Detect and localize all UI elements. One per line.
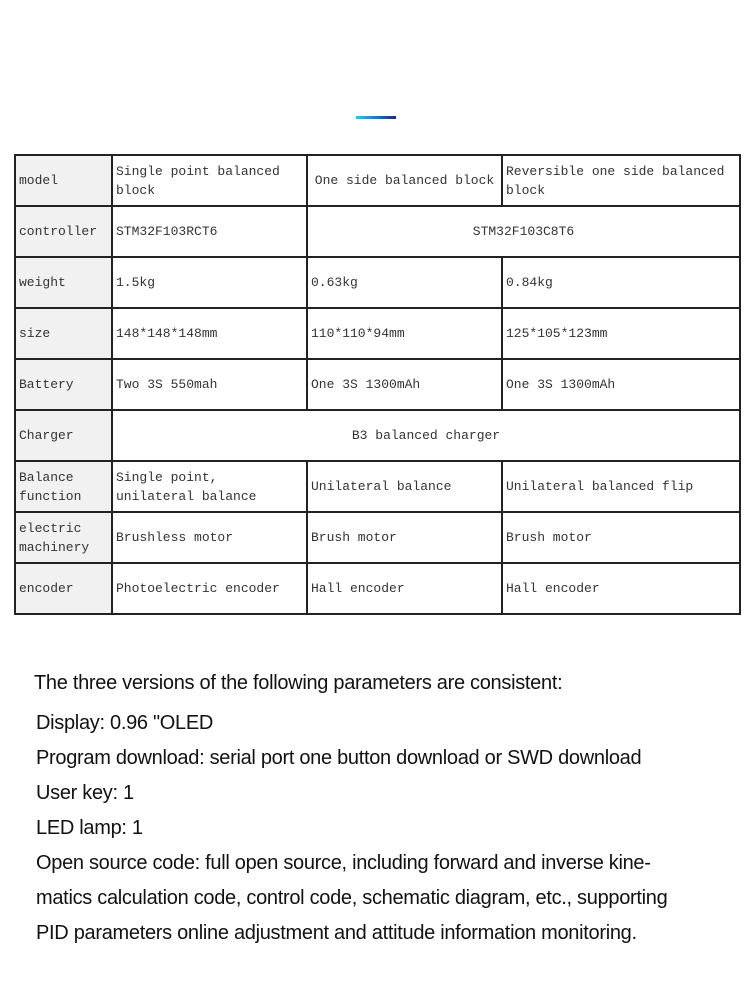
table-cell: 0.84kg [502,257,740,308]
table-row [15,257,740,308]
table-row [15,155,740,206]
row-label: size [15,308,112,359]
table-cell: Photoelectric encoder [112,563,307,614]
table-cell: One 3S 1300mAh [307,359,502,410]
row-label: electric machinery [15,512,112,563]
table-row [15,461,740,512]
table-row [15,359,740,410]
row-label: encoder [15,563,112,614]
page-title-text: PRODUCT IMFORMATION [84,37,666,93]
table-cell: Unilateral balanced flip [502,461,740,512]
table-cell: Single point, unilateral balance [112,461,307,512]
row-label: weight [15,257,112,308]
table-row [15,410,740,461]
table-cell: Hall encoder [502,563,740,614]
table-cell: Reversible one side balanced block [502,155,740,206]
note-line: matics calculation code, control code, schematic diagram, etc., supporting [36,887,668,909]
table-cell: STM32F103C8T6 [307,206,740,257]
table-cell: 1.5kg [112,257,307,308]
table-cell: STM32F103RCT6 [112,206,307,257]
table-row [15,308,740,359]
table-cell: Single point balanced block [112,155,307,206]
note-line: Open source code: full open source, including forward and inverse kine- [36,852,651,874]
table-cell: One 3S 1300mAh [502,359,740,410]
table-cell: 0.63kg [307,257,502,308]
table-cell: 110*110*94mm [307,308,502,359]
row-label: Balance function [15,461,112,512]
table-cell: Unilateral balance [307,461,502,512]
table-cell: B3 balanced charger [112,410,740,461]
notes-heading: The three versions of the following parameters are consistent: [34,672,563,694]
parameters-notes [36,668,667,953]
row-label: model [15,155,112,206]
table-row [15,512,740,563]
row-label: Battery [15,359,112,410]
table-row [15,206,740,257]
note-line: PID parameters online adjustment and attitude information monitoring. [36,922,637,944]
note-line: LED lamp: 1 [36,817,143,839]
table-cell: Brush motor [502,512,740,563]
table-cell: One side balanced block [307,155,502,206]
title-underline-divider [356,116,396,119]
table-cell: Hall encoder [307,563,502,614]
page-title [0,36,750,94]
note-line: User key: 1 [36,782,134,804]
row-label: controller [15,206,112,257]
row-label: Charger [15,410,112,461]
note-line: Display: 0.96 "OLED [36,712,214,734]
table-cell: 125*105*123mm [502,308,740,359]
table-cell: Brush motor [307,512,502,563]
table-cell: 148*148*148mm [112,308,307,359]
table-cell: Two 3S 550mah [112,359,307,410]
spec-table [14,154,741,615]
table-cell: Brushless motor [112,512,307,563]
note-line: Program download: serial port one button download or SWD download [36,747,642,769]
table-row [15,563,740,614]
